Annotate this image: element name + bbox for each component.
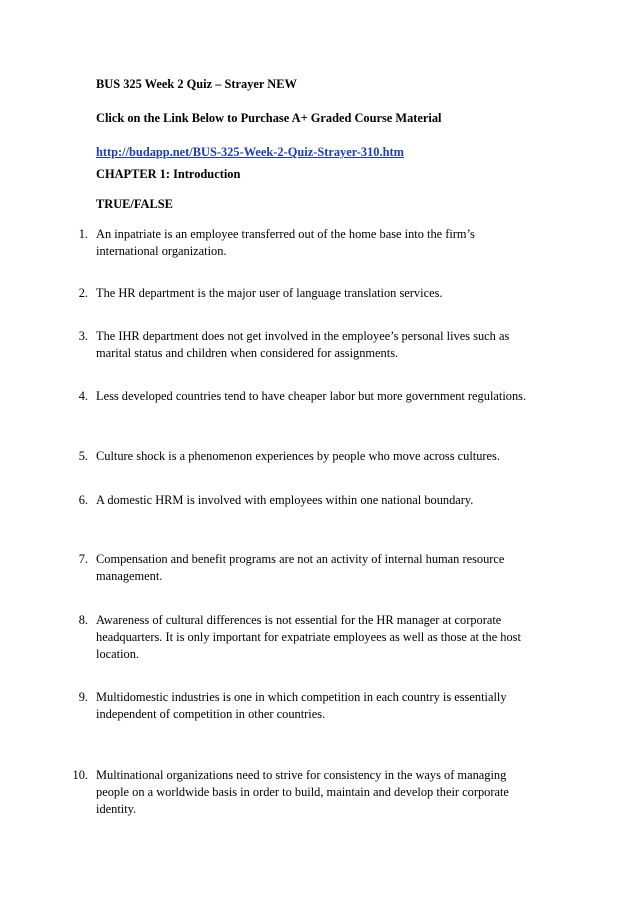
purchase-link[interactable]: http://budapp.net/BUS-325-Week-2-Quiz-Strayer-310.htm (96, 145, 404, 159)
question-text: Awareness of cultural differences is not essential for the HR manager at corporate headquarters. It is only important for expatriate employees as well as those at the host location. (96, 613, 521, 661)
question-number: 5. (78, 449, 88, 463)
question-text: Compensation and benefit programs are not an activity of internal human resource management. (96, 552, 505, 583)
question-text: Multinational organizations need to strive for consistency in the ways of managing people on a worldwide basis in order to build, maintain and develop their corporate identity. (96, 768, 509, 816)
question-number: 9. (78, 690, 88, 704)
question-number: 8. (78, 613, 88, 627)
question-number: 10. (72, 768, 88, 782)
question-text: The HR department is the major user of language translation services. (96, 286, 443, 300)
question-text: Multidomestic industries is one in which competition in each country is essentially independent of competition in other countries. (96, 690, 507, 721)
question-number: 3. (78, 329, 88, 343)
question-text: The IHR department does not get involved in the employee’s personal lives such as marital status and children when considered for assignments. (96, 329, 510, 360)
document-title: BUS 325 Week 2 Quiz – Strayer NEW (96, 77, 297, 91)
purchase-instruction: Click on the Link Below to Purchase A+ Graded Course Material (96, 111, 442, 125)
question-text: A domestic HRM is involved with employees within one national boundary. (96, 493, 474, 507)
question-number: 7. (78, 552, 88, 566)
question-text: Less developed countries tend to have cheaper labor but more government regulations. (96, 389, 527, 403)
question-number: 1. (78, 227, 88, 241)
section-heading: TRUE/FALSE (96, 197, 173, 211)
chapter-heading: CHAPTER 1: Introduction (96, 167, 241, 181)
question-text: An inpatriate is an employee transferred out of the home base into the firm’s international organization. (96, 227, 475, 258)
question-text: Culture shock is a phenomenon experiences by people who move across cultures. (96, 449, 500, 463)
question-number: 2. (78, 286, 88, 300)
question-number: 4. (78, 389, 88, 403)
question-number: 6. (78, 493, 88, 507)
